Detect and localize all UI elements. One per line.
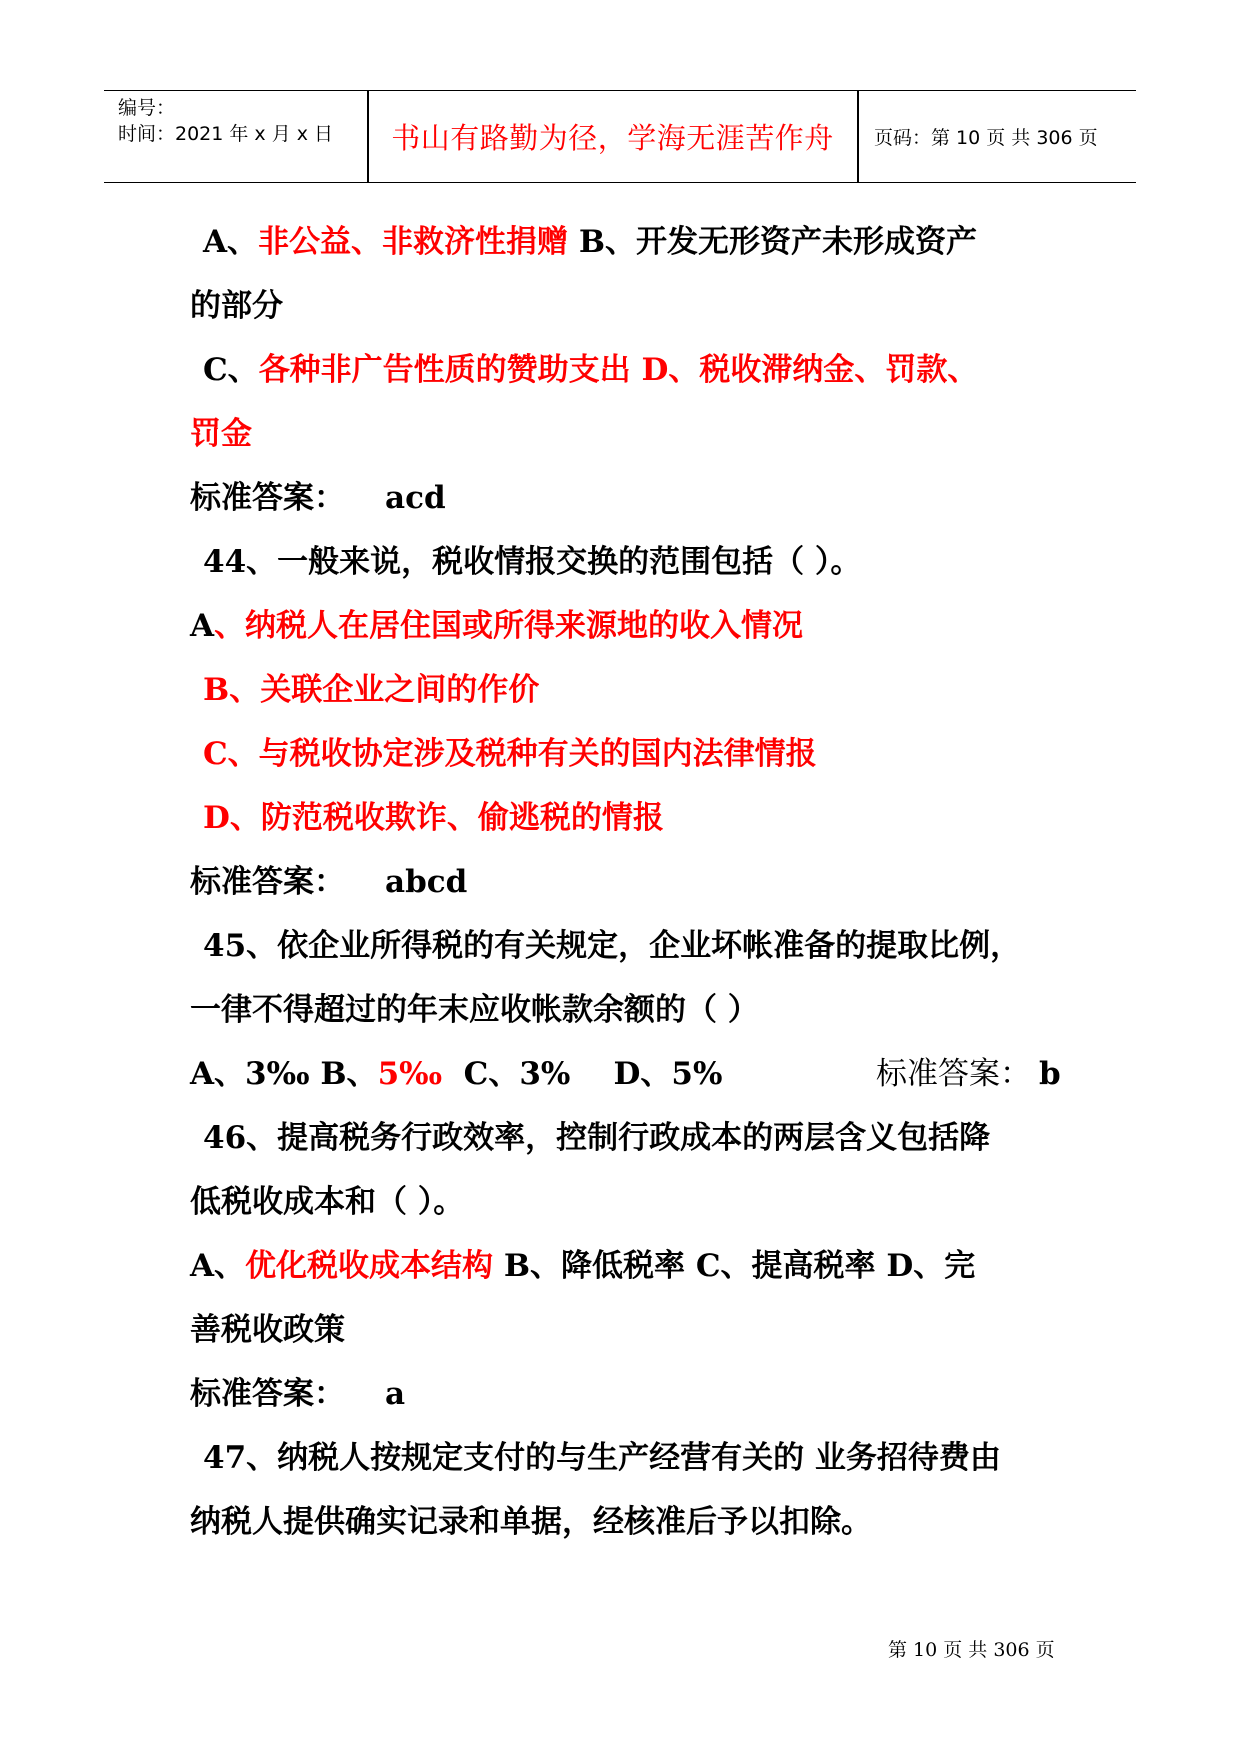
q43-line-4: 罚金 <box>190 416 252 452</box>
q44-option-b: B、关联企业之间的作价 <box>203 672 540 708</box>
time-label: 时间：2021 年 x 月 x 日 <box>118 123 334 145</box>
page-header <box>104 90 1136 183</box>
q47-question-line2: 纳税人提供确实记录和单据，经核准后予以扣除。 <box>190 1504 872 1540</box>
q44-question: 44、一般来说，税收情报交换的范围包括（ ）。 <box>203 544 862 580</box>
q45-option-b: 5‰ <box>377 1056 443 1092</box>
q45-question-line2: 一律不得超过的年末应收帐款余额的（ ） <box>190 992 759 1028</box>
q43-option-a-text: 非公益、非救济性捐赠 <box>258 224 569 260</box>
q46-question-line2: 低税收成本和（ ）。 <box>190 1184 465 1220</box>
answer-label: 标准答案： <box>190 480 345 516</box>
q44-answer <box>190 862 467 902</box>
answer-label: 标准答案： <box>190 1376 345 1412</box>
q45-question-line1: 45、依企业所得税的有关规定，企业坏帐准备的提取比例， <box>203 928 1022 964</box>
header-divider <box>857 91 859 182</box>
q43-option-d: D、税收滞纳金、罚款、 <box>641 352 979 388</box>
header-page-code: 页码：第 10 页 共 306 页 <box>874 127 1098 149</box>
q44-option-a: A、纳税人在居住国或所得来源地的收入情况 <box>190 608 804 644</box>
q45-options <box>190 1054 722 1094</box>
answer-value: acd <box>385 480 446 516</box>
q45-option-d: D、5% <box>613 1056 723 1092</box>
q46-options: A、优化税收成本结构 B、降低税率 C、提高税率 D、完 <box>190 1248 976 1284</box>
answer-value: a <box>385 1376 406 1412</box>
q47-question-line1: 47、纳税人按规定支付的与生产经营有关的 业务招待费由 <box>203 1440 1001 1476</box>
q46-option-a: 优化税收成本结构 <box>245 1248 494 1284</box>
q43-option-b: B、开发无形资产未形成资产 <box>578 224 978 260</box>
q46-answer <box>190 1374 405 1414</box>
q43-answer <box>190 478 446 518</box>
q46-options-rest: B、降低税率 C、提高税率 D、完 <box>503 1248 976 1284</box>
q43-line-2: 的部分 <box>190 288 283 324</box>
page-footer: 第 10 页 共 306 页 <box>888 1639 1055 1661</box>
q43-option-c-text: 各种非广告性质的赞助支出 <box>258 352 631 388</box>
q45-option-a: A、3‰ <box>190 1056 310 1092</box>
q43-line-cd: C、各种非广告性质的赞助支出 D、税收滞纳金、罚款、 <box>203 352 979 388</box>
q44-option-d: D、防范税收欺诈、偷逃税的情报 <box>203 800 664 836</box>
answer-label: 标准答案： <box>190 864 345 900</box>
q45-option-b-prefix: B、 <box>320 1056 378 1092</box>
q45-option-c: C、3% <box>463 1056 571 1092</box>
q45-answer <box>876 1054 1061 1094</box>
q43-line-ab: A、非公益、非救济性捐赠 B、开发无形资产未形成资产 <box>203 224 978 260</box>
number-label: 编号： <box>118 97 176 119</box>
header-motto: 书山有路勤为径，学海无涯苦作舟 <box>391 121 834 155</box>
q44-option-c: C、与税收协定涉及税种有关的国内法律情报 <box>203 736 817 772</box>
q46-question-line1: 46、提高税务行政效率，控制行政成本的两层含义包括降 <box>203 1120 991 1156</box>
answer-value: b <box>1039 1056 1061 1092</box>
q46-line-4: 善税收政策 <box>190 1312 345 1348</box>
header-left-cell <box>118 95 363 147</box>
answer-value: abcd <box>385 864 468 900</box>
answer-label: 标准答案： <box>876 1056 1031 1092</box>
